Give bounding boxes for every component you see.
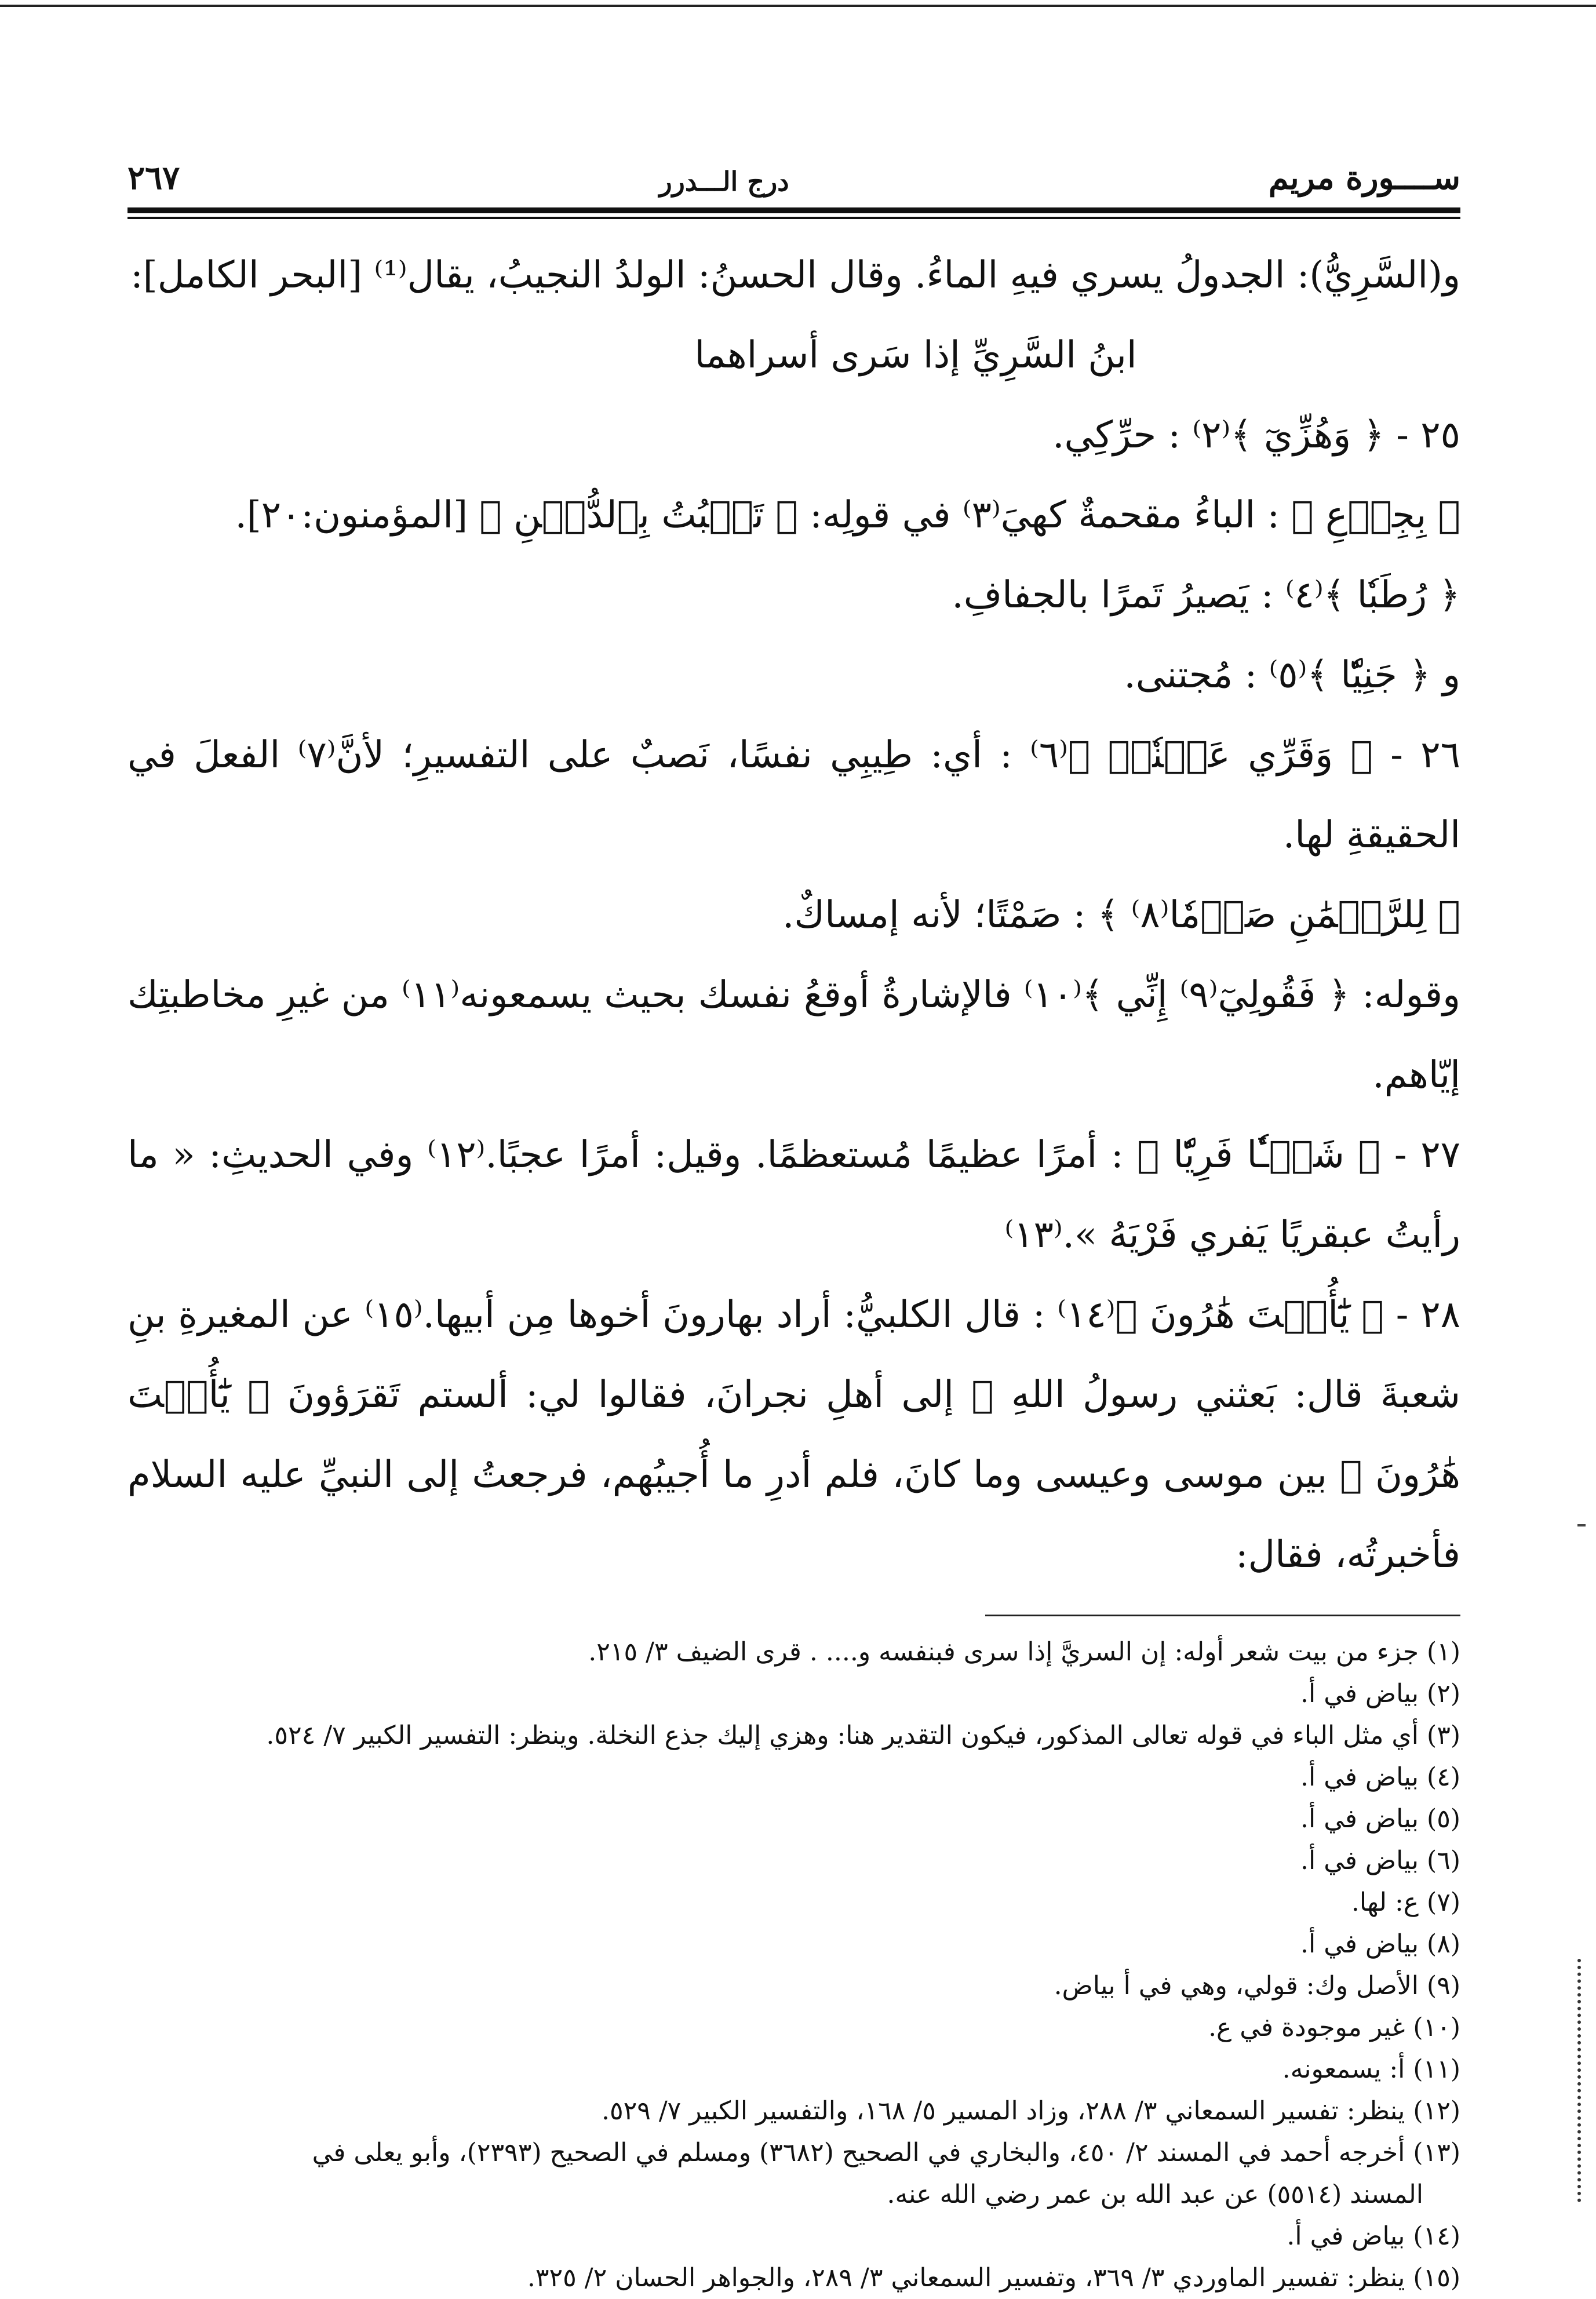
page-number: ٢٦٧ (127, 159, 180, 197)
footnote: (١) جزء من بيت شعر أوله: إن السريَّ إذا سرى فبنفسه و.... . قرى الضيف ٣/ ٢١٥. (588, 1637, 1460, 1667)
footnote: (٤) بياض في أ. (1300, 1762, 1460, 1792)
paragraph: ٢٨ - ﴿ يَٰٓأُخۡتَ هَٰرُونَ ﴾⁽١٤⁾ : قال الكلبيُّ: أراد بهارونَ أخوها مِن أبيها.⁽١٥⁾ عن المغيرةِ بنِ شعبةَ قال: بَعثني رسولُ اللهِ ﷺ إلى أهلِ نجرانَ، فقالوا لي: ألستم تَقرَؤونَ ﴿ يَٰٓأُخۡتَ هَٰرُونَ ﴾ بين موسى وعيسى وما كانَ، فلم أدرِ ما أُجيبُهم، فرجعتُ إلى النبيِّ عليه السلام فأخبرتُه، فقال: (127, 1294, 1461, 1576)
header-rule-thick (127, 207, 1460, 213)
footnote: (١٥) ينظر: تفسير الماوردي ٣/ ٣٦٩، وتفسير السمعاني ٣/ ٢٨٩، والجواهر الحسان ٢/ ٣٢٥. (527, 2263, 1460, 2293)
paragraph: و(السَّرِيُّ): الجدولُ يسري فيهِ الماءُ. وقال الحسنُ: الولدُ النجيبُ، يقال⁽¹⁾ [البحر الكامل]: (130, 254, 1460, 297)
footnote: (٦) بياض في أ. (1300, 1846, 1460, 1875)
footnote: (١٠) غير موجودة في ع. (1208, 2013, 1460, 2042)
footnote: (١١) أ: يسمعونه. (1282, 2054, 1460, 2084)
paragraph: ﴿ بِجِذۡعِ ﴾ : الباءُ مقحمةٌ كهيَ⁽٣⁾ في قولِه: ﴿ تَنۢبُتُ بِٱلدُّهۡنِ ﴾ [المؤمنون:٢٠]. (235, 494, 1460, 537)
footnote: (٨) بياض في أ. (1300, 1929, 1460, 1959)
running-header (127, 133, 1460, 197)
margin-scan-marks (1577, 1959, 1588, 2202)
margin-tick (1577, 1524, 1586, 1526)
paragraph: ٢٧ - ﴿ شَيۡـٔٗا فَرِيّٗا ﴾ : أمرًا عظيمًا مُستعظمًا. وقيل: أمرًا عجبًا.⁽١٢⁾ وفي الحديثِ: « ما رأيتُ عبقريًا يَفري فَرْيَهُ ».⁽١٣⁾ (127, 1134, 1460, 1256)
footnotes (127, 1631, 1460, 2299)
top-border-line (0, 5, 1596, 7)
footnote: (٩) الأصل وك: قولي، وهي في أ بياض. (1054, 1971, 1460, 2001)
header-rule-thin (127, 217, 1460, 219)
footnote: (٥) بياض في أ. (1300, 1804, 1460, 1834)
main-text (127, 235, 1460, 1595)
footnote: (١٣) أخرجه أحمد في المسند ٢/ ٤٥٠، والبخاري في الصحيح (٣٦٨٢) ومسلم في الصحيح (٢٣٩٣)، وأبو يعلى في (312, 2138, 1460, 2167)
book-page (127, 133, 1460, 2299)
footnote: (٣) أي مثل الباء في قوله تعالى المذكور، فيكون التقدير هنا: وهزي إليك جذع النخلة. وينظر: التفسير الكبير ٧/ ٥٢٤. (266, 1721, 1460, 1750)
paragraph: ٢٦ - ﴿ وَقَرِّي عَيۡنٗاۖ ﴾⁽٦⁾ : أي: طِيبِي نفسًا، نَصبٌ على التفسيرِ؛ لأنَّ⁽٧⁾ الفعلَ في الحقيقةِ لها. (127, 734, 1461, 857)
book-title: درج الـــدرر (659, 166, 789, 197)
paragraph: وقوله: ﴿ فَقُولِيٓ⁽٩⁾ إِنِّي ﴾⁽١٠⁾ فالإشارةُ أوقعُ نفسك بحيث يسمعونه⁽١١⁾ من غيرِ مخاطبتِك إيّاهم. (127, 974, 1461, 1096)
footnote-continuation: المسند (٥٥١٤) عن عبد الله بن عمر رضي الله عنه. (887, 2180, 1423, 2209)
footnote: (١٢) ينظر: تفسير السمعاني ٣/ ٢٨٨، وزاد المسير ٥/ ١٦٨، والتفسير الكبير ٧/ ٥٢٩. (601, 2096, 1460, 2126)
footnote: (١٤) بياض في أ. (1287, 2221, 1460, 2251)
footnote: (٧) ع: لها. (1351, 1888, 1460, 1917)
paragraph: ﴿ لِلرَّحۡمَٰنِ صَوۡمٗا⁽٨⁾ ﴾ : صَمْتًا؛ لأنه إمساكٌ. (782, 894, 1460, 937)
paragraph: و ﴿ جَنِيّٗا ﴾⁽٥⁾ : مُجتنى. (1124, 654, 1460, 697)
paragraph: ﴿ رُطَبٗا ﴾⁽٤⁾ : يَصيرُ تَمرًا بالجفافِ. (952, 574, 1460, 617)
paragraph: ٢٥ - ﴿ وَهُزِّيٓ ﴾⁽٢⁾ : حرِّكِي. (1052, 414, 1460, 457)
poetry-verse: ابنُ السَّرِيِّ إذا سَرى أسراهما (694, 334, 1137, 377)
footnote-separator (985, 1615, 1460, 1616)
footnote: (٢) بياض في أ. (1300, 1679, 1460, 1708)
surah-title: ســــورة مريم (1268, 159, 1460, 197)
